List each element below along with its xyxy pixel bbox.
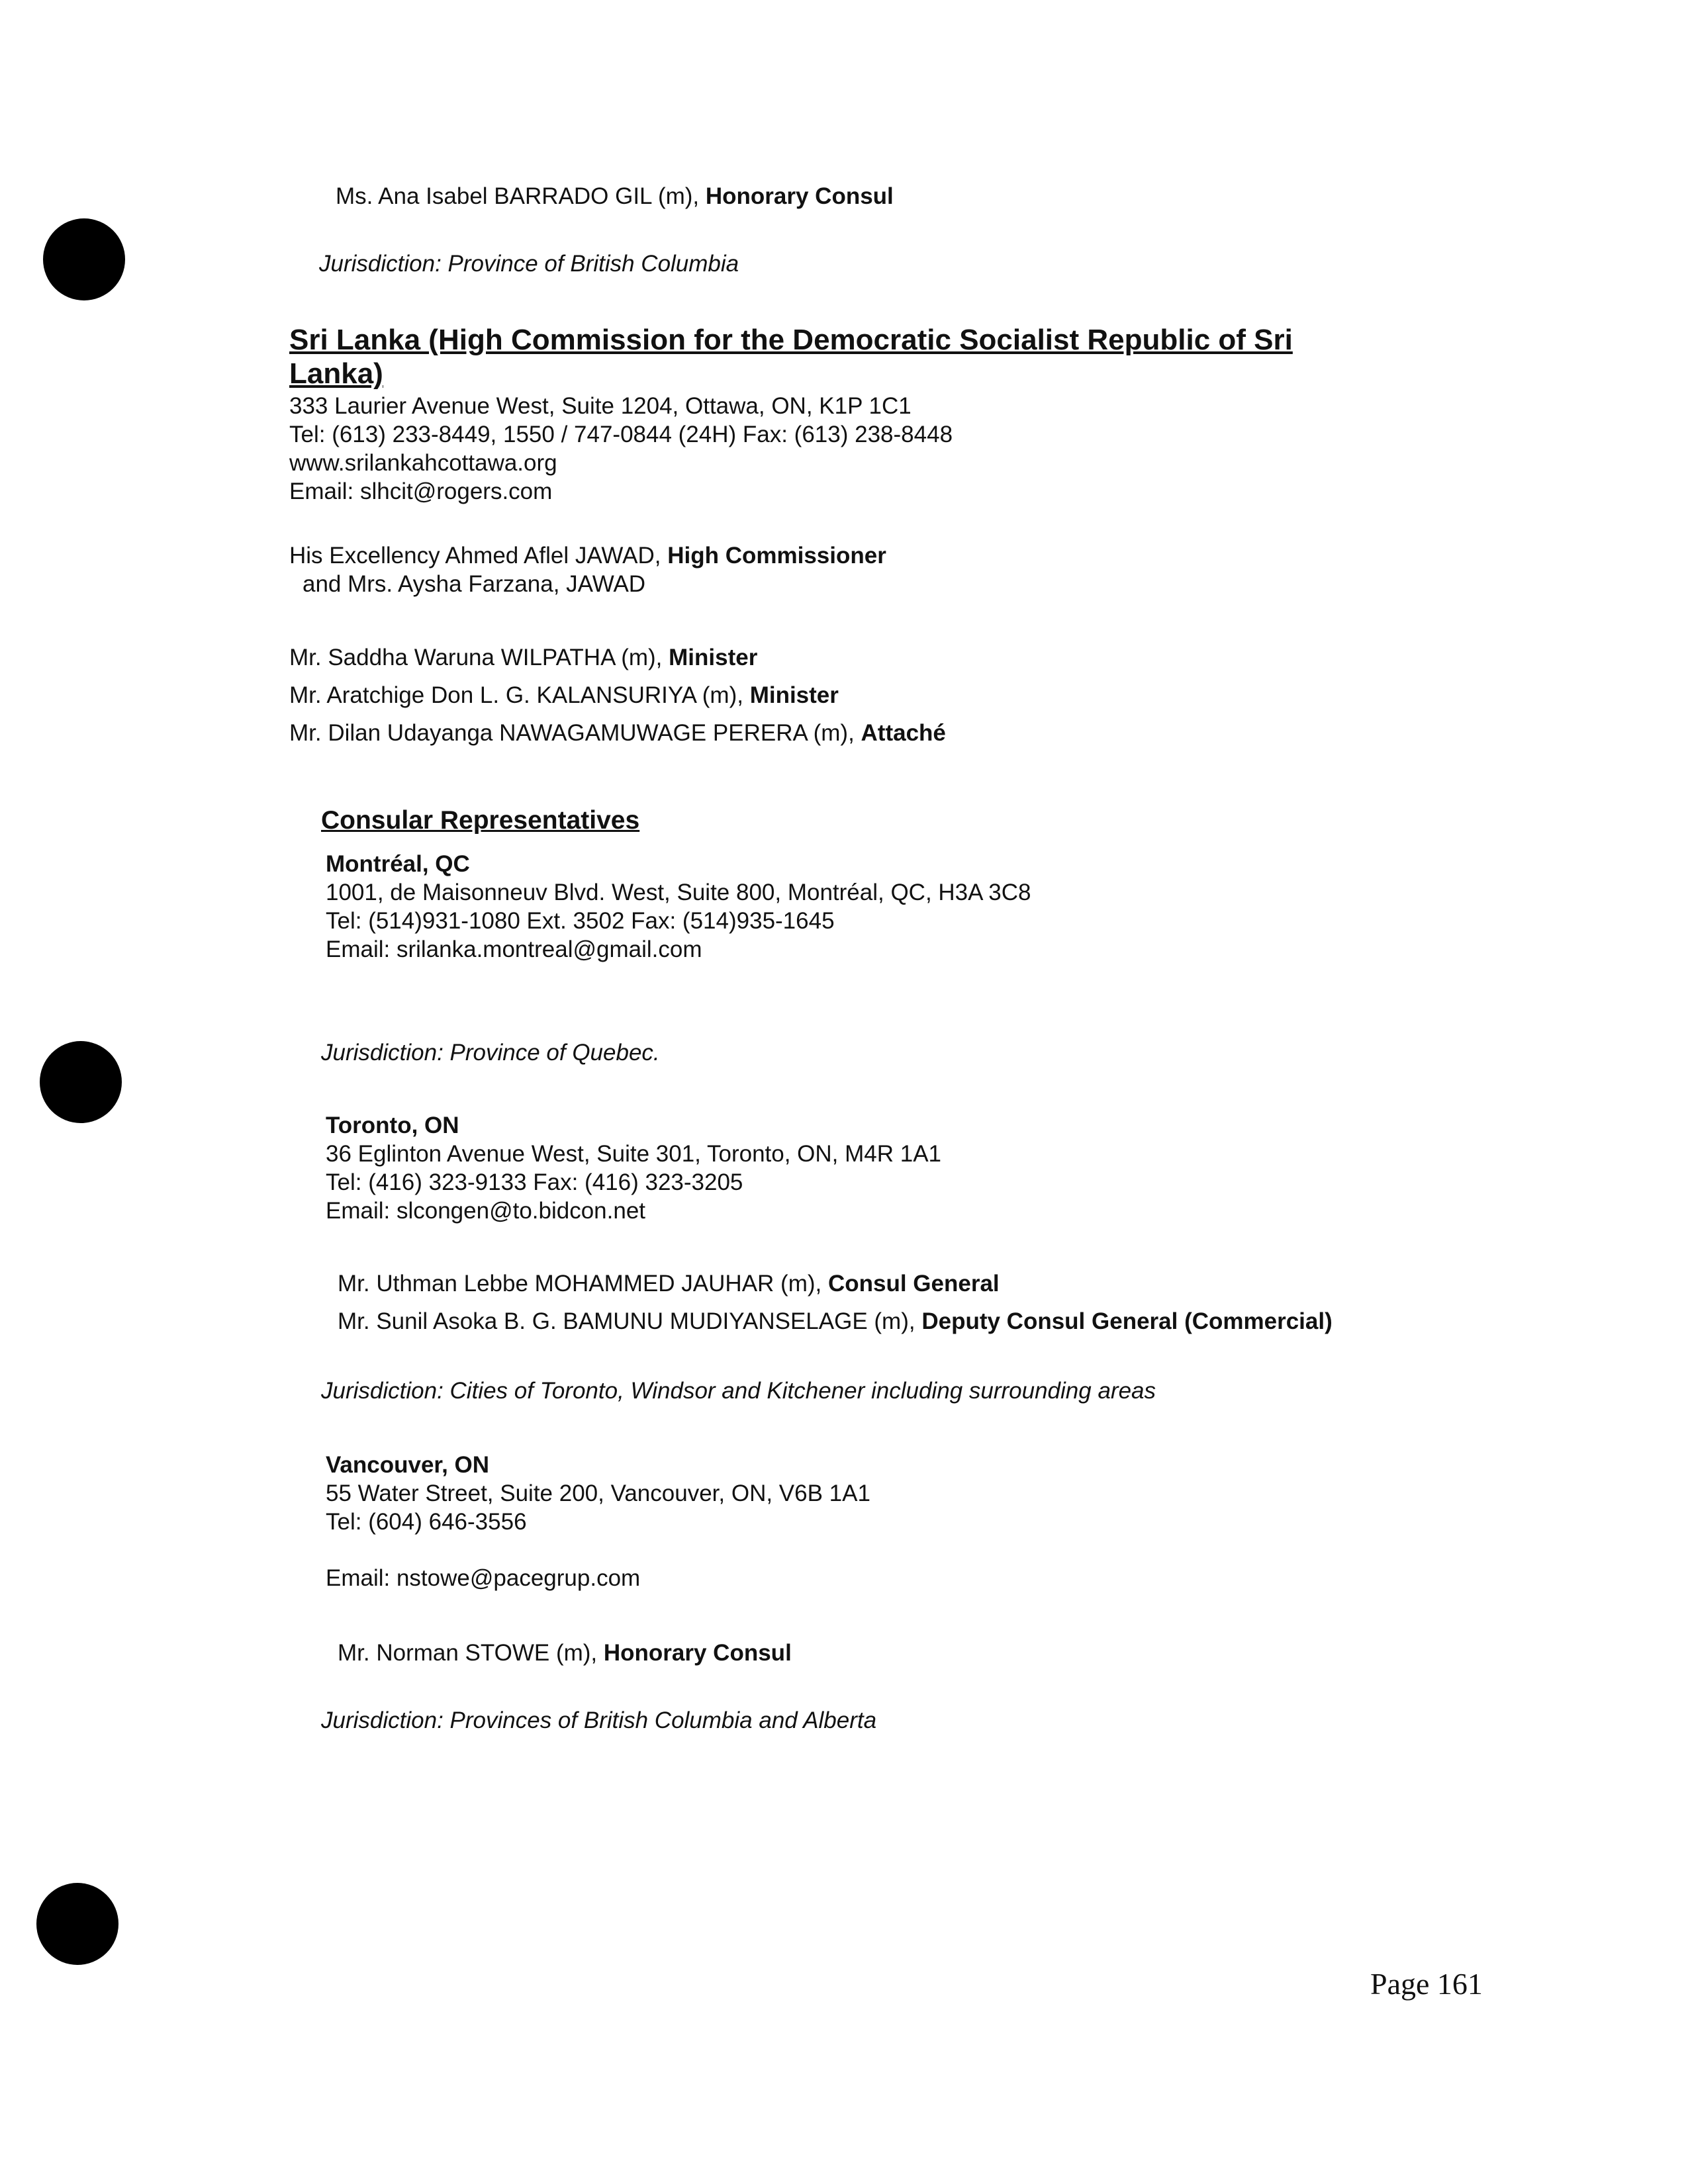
montreal-jurisdiction: Jurisdiction: Province of Quebec. (321, 1040, 660, 1066)
staff-name: Mr. Saddha Waruna WILPATHA (m), (289, 645, 669, 670)
staff-title: Honorary Consul (603, 1640, 792, 1666)
honorary-consul-entry (336, 183, 894, 210)
staff-title: Minister (749, 682, 839, 708)
head-of-mission (289, 542, 886, 570)
montreal-email: Email: srilanka.montreal@gmail.com (326, 936, 702, 962)
mission-heading-line2: Lanka) (289, 357, 383, 390)
staff-entry (289, 682, 839, 709)
person-name: Ms. Ana Isabel BARRADO GIL (m), (336, 183, 706, 209)
staff-name: Mr. Sunil Asoka B. G. BAMUNU MUDIYANSELAGE (m), (338, 1308, 922, 1334)
head-spouse: and Mrs. Aysha Farzana, JAWAD (303, 571, 646, 597)
toronto-staff-entry (338, 1270, 1000, 1298)
head-title: High Commissioner (667, 543, 886, 569)
toronto-address: 36 Eglinton Avenue West, Suite 301, Toronto, ON, M4R 1A1 (326, 1141, 942, 1167)
staff-entry (289, 644, 757, 672)
consular-heading: Consular Representatives (321, 806, 640, 835)
toronto-tel: Tel: (416) 323-9133 Fax: (416) 323-3205 (326, 1169, 743, 1195)
toronto-city: Toronto, ON (326, 1113, 459, 1138)
staff-title: Minister (669, 645, 758, 670)
vancouver-tel: Tel: (604) 646-3556 (326, 1509, 527, 1535)
toronto-staff-entry (338, 1308, 1333, 1336)
binder-hole-bottom (36, 1883, 118, 1965)
mission-heading-line1: Sri Lanka (High Commission for the Democratic Socialist Republic of Sri (289, 324, 1293, 356)
mission-email: Email: slhcit@rogers.com (289, 478, 553, 504)
binder-hole-top (43, 218, 125, 300)
staff-title: Deputy Consul General (Commercial) (921, 1308, 1333, 1334)
vancouver-address: 55 Water Street, Suite 200, Vancouver, ON, V6B 1A1 (326, 1480, 870, 1506)
mission-tel: Tel: (613) 233-8449, 1550 / 747-0844 (24H) Fax: (613) 238-8448 (289, 422, 953, 447)
toronto-email: Email: slcongen@to.bidcon.net (326, 1198, 646, 1224)
staff-title: Consul General (827, 1271, 1000, 1297)
binder-hole-middle (40, 1041, 122, 1123)
montreal-city: Montréal, QC (326, 851, 470, 877)
mission-address: 333 Laurier Avenue West, Suite 1204, Ottawa, ON, K1P 1C1 (289, 393, 912, 419)
staff-name: Mr. Dilan Udayanga NAWAGAMUWAGE PERERA (m), (289, 720, 861, 746)
mission-website: www.srilankahcottawa.org (289, 450, 557, 476)
person-title: Honorary Consul (705, 183, 894, 209)
montreal-address: 1001, de Maisonneuv Blvd. West, Suite 800, Montréal, QC, H3A 3C8 (326, 880, 1031, 905)
head-name: His Excellency Ahmed Aflel JAWAD, (289, 543, 668, 569)
page-number: Page 161 (1370, 1967, 1483, 2001)
montreal-tel: Tel: (514)931-1080 Ext. 3502 Fax: (514)935-1645 (326, 908, 835, 934)
vancouver-email: Email: nstowe@pacegrup.com (326, 1565, 641, 1591)
staff-name: Mr. Norman STOWE (m), (338, 1640, 604, 1666)
jurisdiction-note: Jurisdiction: Province of British Columbia (319, 251, 739, 277)
vancouver-jurisdiction: Jurisdiction: Provinces of British Columbia and Alberta (321, 1707, 877, 1733)
staff-name: Mr. Uthman Lebbe MOHAMMED JAUHAR (m), (338, 1271, 828, 1297)
staff-title: Attaché (861, 720, 946, 746)
staff-entry (289, 719, 946, 747)
staff-name: Mr. Aratchige Don L. G. KALANSURIYA (m), (289, 682, 750, 708)
vancouver-city: Vancouver, ON (326, 1452, 490, 1478)
vancouver-staff-entry (338, 1639, 792, 1667)
toronto-jurisdiction: Jurisdiction: Cities of Toronto, Windsor and Kitchener including surrounding areas (321, 1378, 1156, 1404)
